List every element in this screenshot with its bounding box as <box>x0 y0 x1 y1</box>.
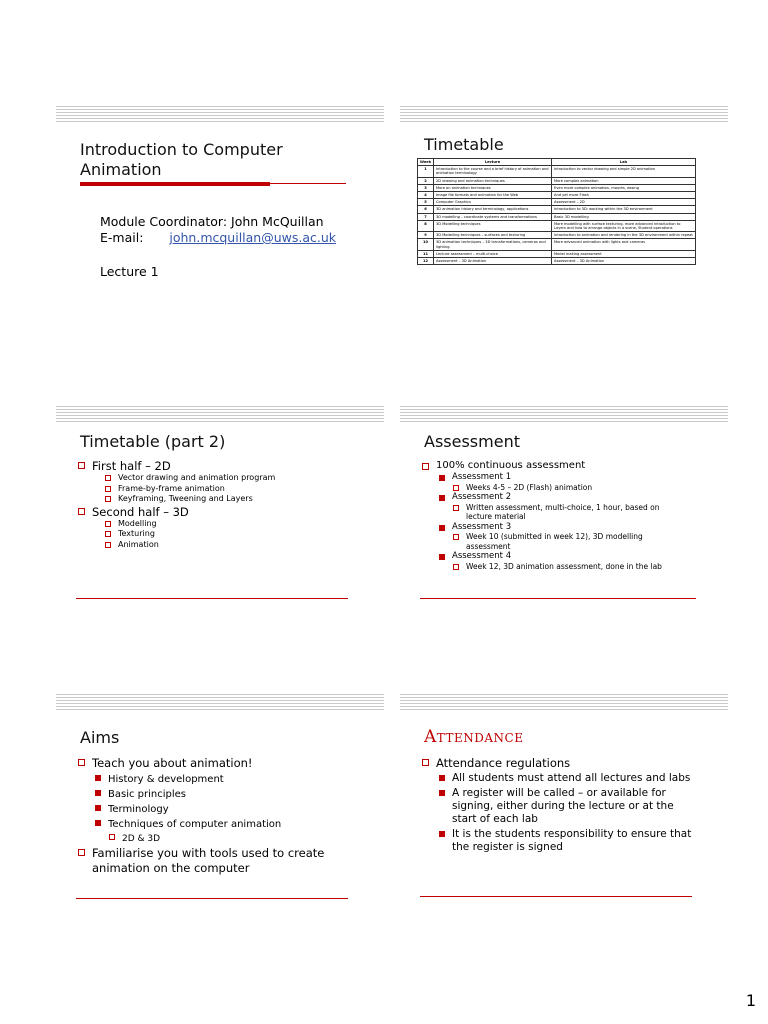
table-row <box>418 192 696 199</box>
table-cell: 4 <box>418 192 434 199</box>
list-item: Second half – 3D <box>76 505 366 519</box>
table-cell: 5 <box>418 199 434 206</box>
slide-header-lines <box>400 106 728 122</box>
list-item: Written assessment, multi-choice, 1 hour, based on lecture material <box>420 503 710 522</box>
slide-header-lines <box>56 406 384 422</box>
table-cell: 3D animation history and terminology, applications <box>434 206 552 213</box>
table-cell: 3D Modelling techniques – surfaces and texturing <box>434 232 552 239</box>
table-cell: More advanced animation with lights and cameras <box>552 239 696 250</box>
slide-header-lines <box>400 406 728 422</box>
list-item: Attendance regulations <box>420 756 700 770</box>
table-cell: 3D modelling – coordinate systems and transformations <box>434 213 552 220</box>
page-number: 1 <box>745 991 756 1010</box>
lecture-number: Lecture 1 <box>100 264 159 279</box>
bullet-list <box>76 756 366 876</box>
list-item: Week 12, 3D animation assessment, done in the lab <box>420 562 710 572</box>
title-underline <box>80 182 270 186</box>
table-cell: 2 <box>418 177 434 184</box>
table-header-cell: Lecture <box>434 159 552 166</box>
email-row <box>100 230 336 246</box>
slide-timetable-part2 <box>56 406 384 648</box>
slide-header-lines <box>56 694 384 710</box>
list-item: It is the students responsibility to ensure that the register is signed <box>420 828 700 854</box>
email-label: E-mail: <box>100 230 144 245</box>
title-underline-thin <box>270 183 346 184</box>
bullet-list <box>420 460 710 571</box>
table-cell: 3D Modelling techniques <box>434 220 552 231</box>
timetable-table <box>417 158 696 265</box>
table-header-cell: Lab <box>552 159 696 166</box>
table-row <box>418 184 696 191</box>
list-item: Modelling <box>72 519 366 530</box>
list-item: Basic principles <box>76 787 366 802</box>
list-item: Assessment 1 <box>420 472 710 483</box>
bullet-list <box>76 459 366 550</box>
list-item: Terminology <box>76 802 366 817</box>
slide-assessment <box>400 406 728 648</box>
slide-title: Timetable (part 2) <box>80 432 226 451</box>
title-line-1: Introduction to Computer <box>80 140 283 159</box>
list-item: Weeks 4-5 – 2D (Flash) animation <box>420 483 710 493</box>
title-line-2: Animation <box>80 160 162 179</box>
table-cell: Assessment – 3D Animation <box>434 258 552 265</box>
table-cell: Introduction to the course and a brief history of animation and animation terminology <box>434 166 552 177</box>
slide-timetable <box>400 106 728 348</box>
table-cell: 6 <box>418 206 434 213</box>
slide-attendance <box>400 694 728 936</box>
table-row <box>418 213 696 220</box>
table-cell: 11 <box>418 250 434 257</box>
table-cell: Even more complex animation, morphs, easing <box>552 184 696 191</box>
table-cell: 1 <box>418 166 434 177</box>
table-row <box>418 177 696 184</box>
table-header-row <box>418 159 696 166</box>
table-row <box>418 239 696 250</box>
list-item: 100% continuous assessment <box>420 460 710 472</box>
table-row <box>418 258 696 265</box>
table-cell: Introduction to animation and rendering in the 3D environment within repeat <box>552 232 696 239</box>
table-row <box>418 232 696 239</box>
table-cell: Assessment – 2D <box>552 199 696 206</box>
list-item: Assessment 3 <box>420 522 710 533</box>
slide-title <box>80 140 283 180</box>
table-cell: 12 <box>418 258 434 265</box>
table-cell: Image file formats and animation for the Web <box>434 192 552 199</box>
list-item: All students must attend all lectures and labs <box>420 772 700 785</box>
table-cell: Computer Graphics <box>434 199 552 206</box>
slide-body <box>100 214 336 280</box>
table-cell: Assessment – 3D Animation <box>552 258 696 265</box>
list-item: Teach you about animation! <box>76 756 366 770</box>
table-cell: And yet more Flash <box>552 192 696 199</box>
table-cell: Model making assessment <box>552 250 696 257</box>
slide-intro <box>56 106 384 348</box>
bullet-list <box>420 756 700 854</box>
list-item: Frame-by-frame animation <box>72 484 366 495</box>
table-cell: More on animation techniques <box>434 184 552 191</box>
slide-header-lines <box>56 106 384 122</box>
table-cell: 3D animation techniques – 3D transformations, cameras and lighting <box>434 239 552 250</box>
table-row <box>418 220 696 231</box>
bottom-rule <box>76 898 348 899</box>
email-link[interactable]: john.mcquillan@uws.ac.uk <box>169 230 337 245</box>
list-item: Texturing <box>72 529 366 540</box>
bottom-rule <box>420 598 696 599</box>
list-item: Familiarise you with tools used to create animation on the computer <box>76 846 366 876</box>
table-cell: Introduction to 3D: working within the 3D environment <box>552 206 696 213</box>
list-item: Week 10 (submitted in week 12), 3D modelling assessment <box>420 532 710 551</box>
table-cell: 2D drawing and animation techniques <box>434 177 552 184</box>
list-item: Assessment 2 <box>420 492 710 503</box>
list-item: Animation <box>72 540 366 551</box>
table-cell: Introduction to vector drawing and simple 2D animation <box>552 166 696 177</box>
table-cell: Lecture assessment – multi-choice <box>434 250 552 257</box>
slide-title: Attendance <box>424 727 524 747</box>
table-cell: More modelling with surface texturing, more advanced introduction to Layers and how to arrange objects in a scene, Student operations <box>552 220 696 231</box>
table-cell: 8 <box>418 220 434 231</box>
table-row <box>418 199 696 206</box>
list-item: Vector drawing and animation program <box>72 473 366 484</box>
table-cell: 10 <box>418 239 434 250</box>
table-cell: 3 <box>418 184 434 191</box>
table-cell: 7 <box>418 213 434 220</box>
list-item: A register will be called – or available for signing, either during the lecture or at the start of each lab <box>420 787 700 826</box>
slide-title: Timetable <box>424 135 504 154</box>
table-cell: 9 <box>418 232 434 239</box>
list-item: Assessment 4 <box>420 551 710 562</box>
slide-header-lines <box>400 694 728 710</box>
table-row <box>418 166 696 177</box>
table-cell: More complex animation <box>552 177 696 184</box>
table-row <box>418 250 696 257</box>
slide-aims <box>56 694 384 936</box>
list-item: Keyframing, Tweening and Layers <box>72 494 366 505</box>
bottom-rule <box>420 896 692 897</box>
table-row <box>418 206 696 213</box>
list-item: History & development <box>76 772 366 787</box>
list-item: Techniques of computer animation <box>76 817 366 832</box>
bottom-rule <box>76 598 348 599</box>
list-item: First half – 2D <box>76 459 366 473</box>
slide-title: Aims <box>80 728 120 747</box>
coordinator-text: Module Coordinator: John McQuillan <box>100 214 324 229</box>
list-item: 2D & 3D <box>76 832 366 846</box>
slide-title: Assessment <box>424 432 520 451</box>
table-cell: Basic 3D modelling <box>552 213 696 220</box>
table-header-cell: Week <box>418 159 434 166</box>
